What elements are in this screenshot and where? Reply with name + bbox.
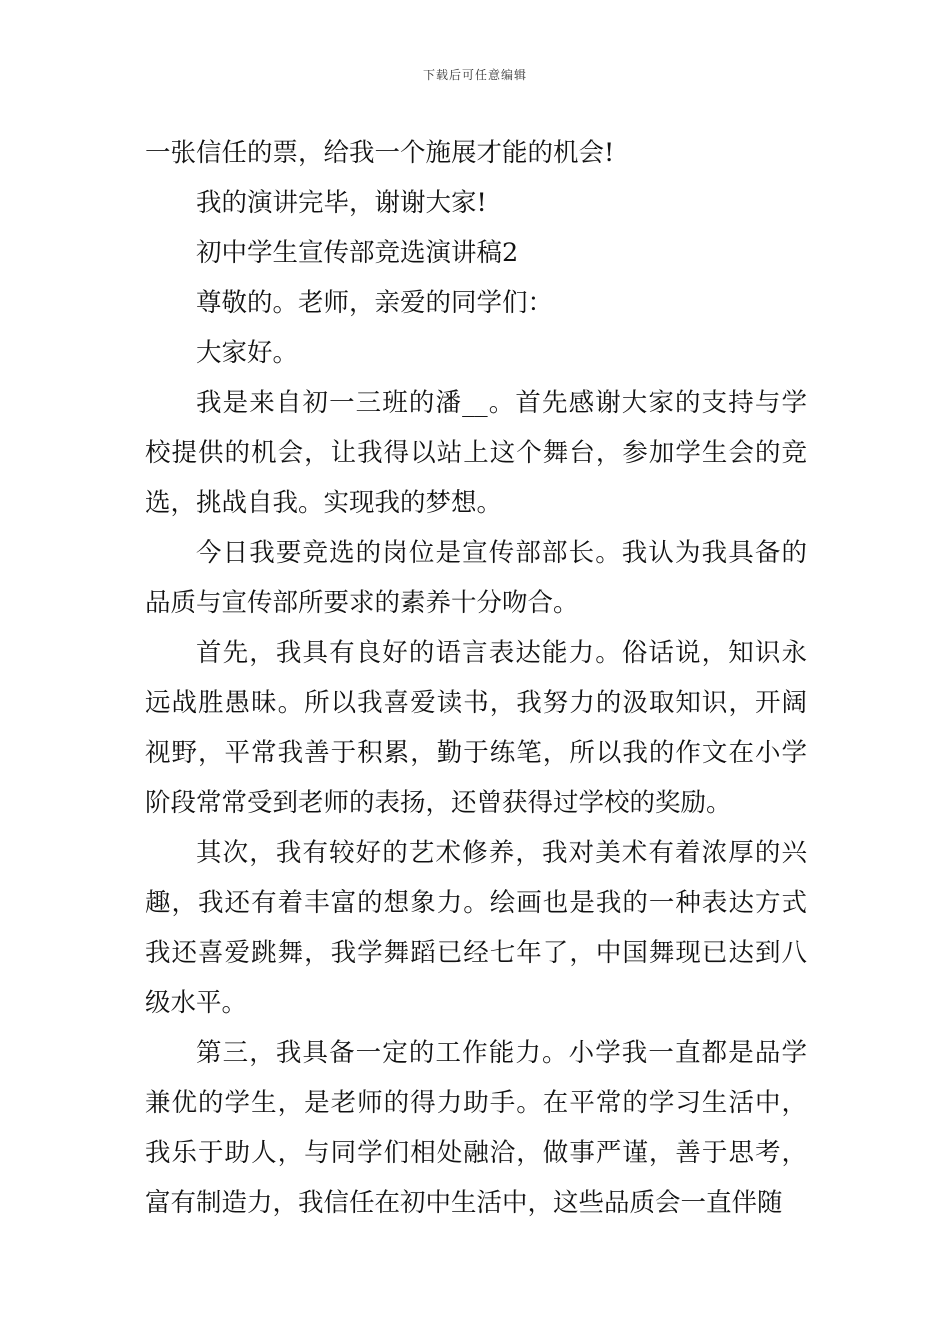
paragraph-third-point: 第三，我具备一定的工作能力。小学我一直都是品学兼优的学生，是老师的得力助手。在平常的学习生活中，我乐于助人，与同学们相处融洽，做事严谨，善于思考，富有制造力，我信任在初中生活中，这些品质会一直伴随 (145, 1038, 807, 1218)
document-body (145, 128, 807, 1228)
header-note: 下载后可任意编辑 (422, 68, 527, 82)
paragraph-position: 今日我要竞选的岗位是宣传部部长。我认为我具备的品质与宣传部所要求的素养十分吻合。 (145, 538, 807, 618)
paragraph-first-point: 首先，我具有良好的语言表达能力。俗话说，知识永远战胜愚昧。所以我喜爱读书，我努力的汲取知识，开阔视野，平常我善于积累，勤于练笔，所以我的作文在小学阶段常常受到老师的表扬，还曾获得过学校的奖励。 (145, 638, 807, 818)
paragraph-continuation: 一张信任的票，给我一个施展才能的机会! (145, 138, 615, 168)
salutation: 尊敬的。老师，亲爱的同学们： (196, 288, 554, 318)
paragraph-second-point: 其次，我有较好的艺术修养，我对美术有着浓厚的兴趣，我还有着丰富的想象力。绘画也是我的一种表达方式我还喜爱跳舞，我学舞蹈已经七年了，中国舞现已达到八级水平。 (145, 838, 807, 1018)
paragraph-closing: 我的演讲完毕，谢谢大家! (196, 188, 487, 218)
greeting: 大家好。 (196, 338, 299, 368)
paragraph-introduction: 我是来自初一三班的潘__。首先感谢大家的支持与学校提供的机会，让我得以站上这个舞台，参加学生会的竞选，挑战自我。实现我的梦想。 (145, 388, 807, 518)
speech-title: 初中学生宣传部竞选演讲稿2 (196, 238, 519, 268)
